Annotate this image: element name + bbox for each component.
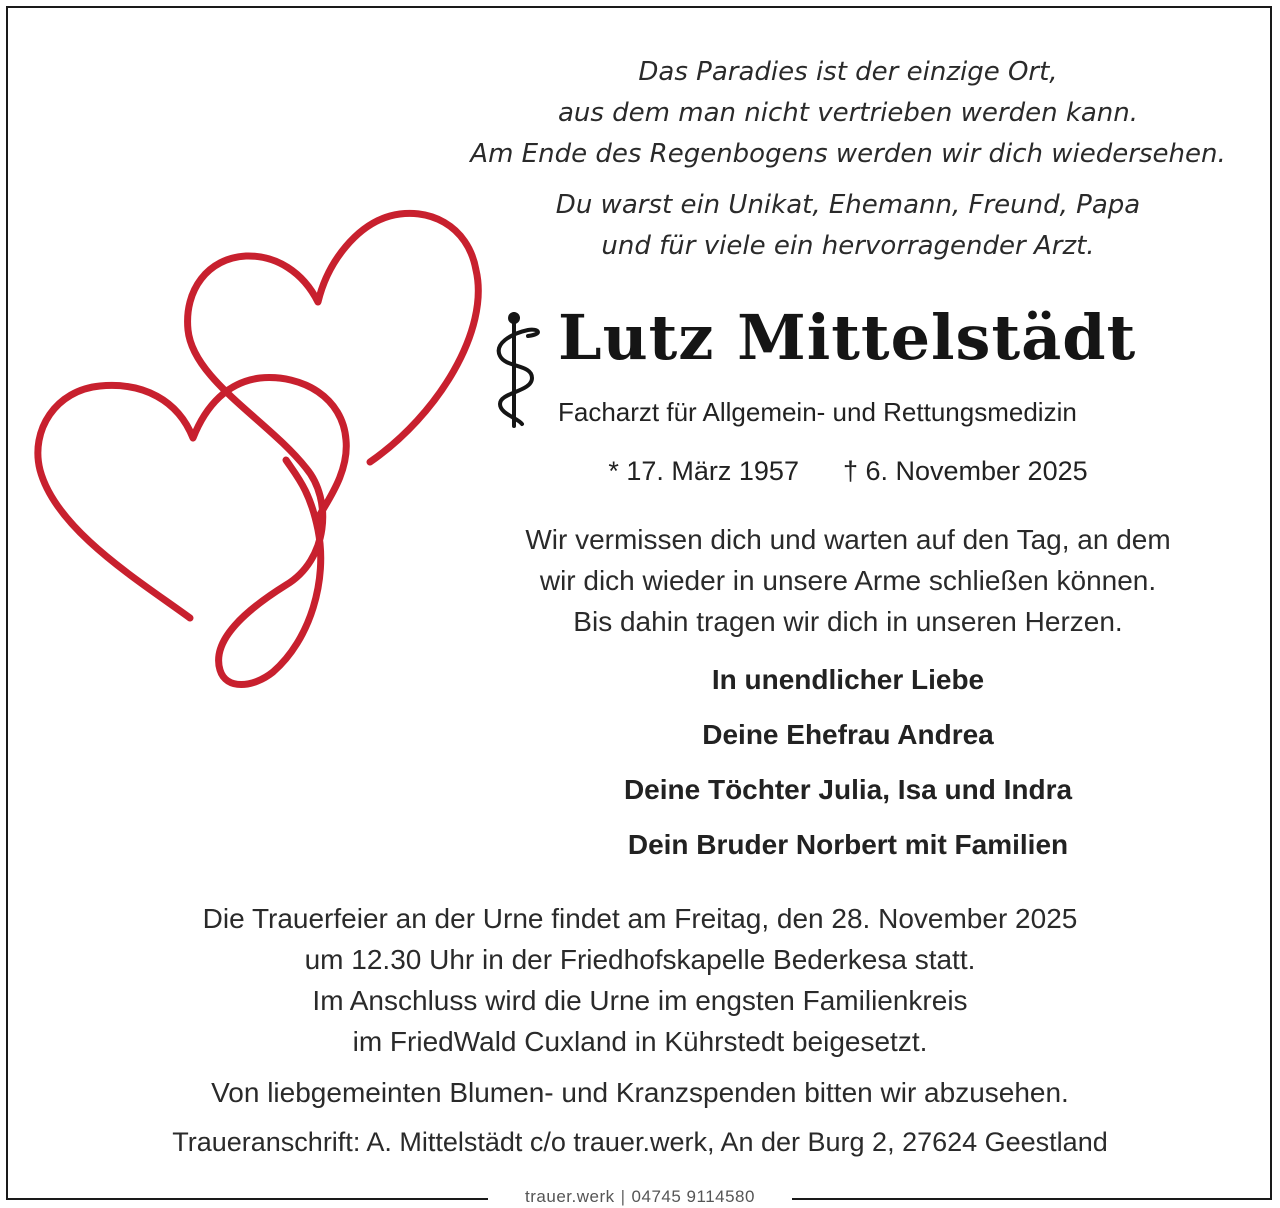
small-heart-outline [38,378,346,618]
footer-brand: trauer.werk [525,1187,615,1206]
quote-line: Das Paradies ist der einzige Ort, [638,57,1058,87]
mourner-line: Dein Bruder Norbert mit Familien [627,829,1069,860]
footer-phone: 04745 9114580 [631,1187,755,1206]
message-line: Bis dahin tragen wir dich in unseren Herzen. [573,606,1123,637]
hearts-illustration [28,200,488,700]
mourner-line: Deine Töchter Julia, Isa und Indra [623,774,1073,805]
footer-separator: | [620,1187,626,1206]
message-line: wir dich wieder in unsere Arme schließen können. [539,565,1157,596]
message-line: Wir vermissen dich und warten auf den Tag, an dem [525,524,1171,555]
memorial-message [440,519,1256,642]
quote-line: Du warst ein Unikat, Ehemann, Freund, Papa [555,190,1141,220]
quote-line: Am Ende des Regenbogens werden wir dich wiedersehen. [470,139,1226,169]
rod-of-asclepius-icon [488,308,544,428]
funeral-line: im FriedWald Cuxland in Kührstedt beigesetzt. [352,1026,928,1057]
mourning-address: Traueranschrift: A. Mittelstädt c/o trauer.werk, An der Burg 2, 27624 Geestland [172,1127,1108,1157]
funeral-information [60,898,1220,1062]
opening-quote [440,52,1256,175]
quote-line: aus dem man nicht vertrieben werden kann. [557,98,1139,128]
birth-date: * 17. März 1957 [608,456,799,486]
large-heart-outline [188,213,479,684]
frame-bottom-right [792,1198,1272,1200]
funeral-line: Die Trauerfeier an der Urne findet am Freitag, den 28. November 2025 [202,903,1078,934]
flowers-note: Von liebgemeinten Blumen- und Kranzspenden bitten wir abzusehen. [211,1077,1069,1108]
deceased-profession: Facharzt für Allgemein- und Rettungsmedizin [558,397,1077,427]
footer-credit [488,1187,792,1207]
mourner-line: In unendlicher Liebe [711,664,985,695]
mourners-list [440,652,1256,872]
life-dates [440,452,1256,490]
funeral-line: um 12.30 Uhr in der Friedhofskapelle Bederkesa statt. [304,944,976,975]
deceased-name: Lutz Mittelstädt [558,301,1137,374]
quote-line: und für viele ein hervorragender Arzt. [601,231,1095,261]
mourner-line: Deine Ehefrau Andrea [702,719,994,750]
frame-bottom-left [6,1198,488,1200]
tribute-quote [440,185,1256,267]
funeral-line: Im Anschluss wird die Urne im engsten Familienkreis [312,985,968,1016]
death-date: † 6. November 2025 [842,456,1088,486]
